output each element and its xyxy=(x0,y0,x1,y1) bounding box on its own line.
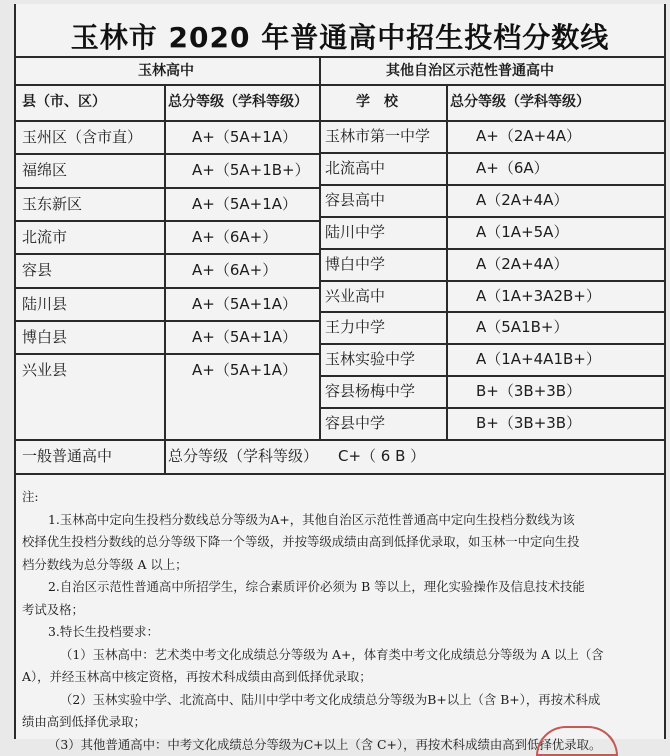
rule xyxy=(16,120,664,122)
school-grade: B+（3B+3B） xyxy=(476,382,581,400)
school-name: 玉林市第一中学 xyxy=(325,127,430,145)
row-rule xyxy=(16,320,319,322)
note-line: 1.玉林高中定向生投档分数线总分等级为A+，其他自治区示范性普通高中定向生投档分数线为该 xyxy=(22,509,658,532)
note-line: 绩由高到低择优录取； xyxy=(22,711,658,734)
row-rule xyxy=(319,152,664,154)
school-name: 容县杨梅中学 xyxy=(325,382,415,400)
school-name: 玉林实验中学 xyxy=(325,350,415,368)
row-rule xyxy=(319,248,664,250)
page-title: 玉林市 2020 年普通高中招生投档分数线 xyxy=(16,16,664,56)
row-rule xyxy=(319,216,664,218)
row-rule xyxy=(319,311,664,313)
county-name: 北流市 xyxy=(22,228,67,246)
school-name: 容县高中 xyxy=(325,191,385,209)
note-line: （2）玉林实验中学、北流高中、陆川中学中考文化成绩总分等级为B+以上（含 B+），再按术科成 xyxy=(22,689,658,712)
row-rule xyxy=(16,187,319,189)
note-line: （3）其他普通高中：中考文化成绩总分等级为C+以上（含 C+），再按术科成绩由高到低择优录取。 xyxy=(22,734,658,756)
note-line: A），并经玉林高中核定资格，再按术科成绩由高到低择优录取； xyxy=(22,666,658,689)
col-school-header: 学 校 xyxy=(356,93,398,111)
row-rule xyxy=(319,343,664,345)
school-grade: A+（6A） xyxy=(476,159,549,177)
notes-section xyxy=(22,486,658,756)
school-name: 陆川中学 xyxy=(325,223,385,241)
school-grade: B+（3B+3B） xyxy=(476,414,581,432)
county-name: 兴业县 xyxy=(22,361,67,379)
col-county-header: 县（市、区） xyxy=(22,93,106,111)
school-grade: A（1A+3A2B+） xyxy=(476,287,601,305)
row-rule xyxy=(319,407,664,409)
school-name: 博白中学 xyxy=(325,255,385,273)
county-grade: A+（6A+） xyxy=(192,261,277,279)
note-line: （1）玉林高中：艺术类中考文化成绩总分等级为 A+，体育类中考文化成绩总分等级为 A 以上（含 xyxy=(22,644,658,667)
county-grade: A+（5A+1A） xyxy=(192,195,297,213)
general-grade-label: 总分等级（学科等级） xyxy=(168,447,318,465)
county-name: 容县 xyxy=(22,261,52,279)
row-rule xyxy=(16,287,319,289)
school-name: 王力中学 xyxy=(325,318,385,336)
school-name: 北流高中 xyxy=(325,159,385,177)
left-section-header: 玉林高中 xyxy=(138,62,194,80)
rule xyxy=(16,473,664,475)
note-line: 2.自治区示范性普通高中所招学生，综合素质评价必须为 B 等以上，理化实验操作及信息技术技能 xyxy=(22,576,658,599)
rule xyxy=(16,84,664,86)
county-grade: A+（5A+1A） xyxy=(192,295,297,313)
note-line: 3.特长生投档要求： xyxy=(22,621,658,644)
notes-heading: 注: xyxy=(22,486,658,509)
county-name: 玉东新区 xyxy=(22,195,82,213)
col-grade-header: 总分等级（学科等级） xyxy=(450,93,590,111)
row-rule xyxy=(16,353,319,355)
county-name: 博白县 xyxy=(22,328,67,346)
county-grade: A+（5A+1B+） xyxy=(192,161,310,179)
general-label: 一般普通高中 xyxy=(22,447,112,465)
general-grade-value: C+（ 6 B ） xyxy=(338,447,425,465)
row-rule xyxy=(319,375,664,377)
row-rule xyxy=(16,253,319,255)
county-grade: A+（6A+） xyxy=(192,228,277,246)
row-rule xyxy=(16,153,319,155)
row-rule xyxy=(319,184,664,186)
county-grade: A+（5A+1A） xyxy=(192,128,297,146)
county-name: 玉州区（含市直） xyxy=(22,128,142,146)
note-line: 校择优生投档分数线的总分等级下降一个等级，并按等级成绩由高到低择优录取，如玉林一中定向生投 xyxy=(22,531,658,554)
school-grade: A（5A1B+） xyxy=(476,318,568,336)
row-rule xyxy=(319,280,664,282)
school-name: 容县中学 xyxy=(325,414,385,432)
right-section-header: 其他自治区示范性普通高中 xyxy=(386,62,554,80)
school-grade: A（2A+4A） xyxy=(476,255,568,273)
school-grade: A（1A+5A） xyxy=(476,223,568,241)
divider xyxy=(446,84,448,439)
county-name: 陆川县 xyxy=(22,295,67,313)
col-grade-header: 总分等级（学科等级） xyxy=(168,93,308,111)
school-grade: A（2A+4A） xyxy=(476,191,568,209)
row-rule xyxy=(16,220,319,222)
divider xyxy=(164,84,166,473)
rule xyxy=(16,439,664,441)
county-name: 福绵区 xyxy=(22,161,67,179)
county-grade: A+（5A+1A） xyxy=(192,328,297,346)
school-grade: A（1A+4A1B+） xyxy=(476,350,601,368)
note-line: 档分数线为总分等级 A 以上； xyxy=(22,554,658,577)
school-name: 兴业高中 xyxy=(325,287,385,305)
county-grade: A+（5A+1A） xyxy=(192,361,297,379)
note-line: 考试及格； xyxy=(22,599,658,622)
score-notice-sheet xyxy=(14,4,666,739)
school-grade: A+（2A+4A） xyxy=(476,127,581,145)
rule xyxy=(16,56,664,58)
